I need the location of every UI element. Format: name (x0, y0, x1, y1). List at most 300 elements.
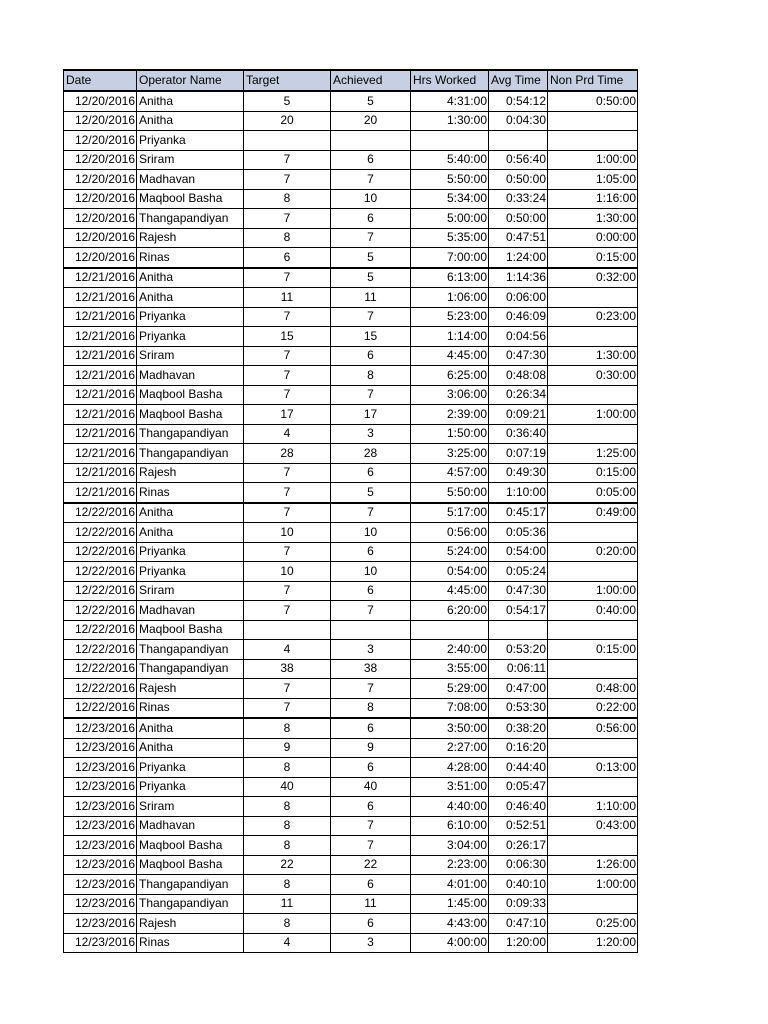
achieved-cell: 10 (331, 523, 411, 543)
date-cell: 12/20/2016 (64, 189, 137, 209)
table-body (64, 91, 638, 953)
achieved-cell: 6 (331, 346, 411, 366)
column-header-achieved: Achieved (331, 70, 411, 91)
achieved-cell: 6 (331, 875, 411, 895)
column-header-operator-name: Operator Name (137, 70, 244, 91)
achieved-cell (331, 131, 411, 151)
avg-time-cell: 0:04:56 (489, 327, 548, 347)
achieved-cell: 17 (331, 405, 411, 425)
date-cell: 12/22/2016 (64, 503, 137, 523)
operator-name-cell: Thangapandiyan (137, 659, 244, 679)
non-prd-time-cell: 0:20:00 (548, 542, 638, 562)
operator-name-cell: Madhavan (137, 601, 244, 621)
table-row (64, 111, 638, 131)
date-cell: 12/23/2016 (64, 836, 137, 856)
avg-time-cell: 0:45:17 (489, 503, 548, 523)
non-prd-time-cell: 0:50:00 (548, 91, 638, 111)
avg-time-cell: 0:47:30 (489, 581, 548, 601)
non-prd-time-cell: 0:15:00 (548, 463, 638, 483)
operator-name-cell: Thangapandiyan (137, 640, 244, 660)
operator-name-cell: Anitha (137, 268, 244, 288)
non-prd-time-cell: 1:00:00 (548, 875, 638, 895)
avg-time-cell: 0:04:30 (489, 111, 548, 131)
target-cell: 7 (244, 346, 331, 366)
avg-time-cell: 0:09:33 (489, 894, 548, 914)
date-cell: 12/22/2016 (64, 581, 137, 601)
avg-time-cell: 0:54:17 (489, 601, 548, 621)
achieved-cell: 6 (331, 718, 411, 738)
operator-name-cell: Maqbool Basha (137, 405, 244, 425)
achieved-cell: 7 (331, 228, 411, 248)
hrs-worked-cell: 4:31:00 (411, 91, 489, 111)
target-cell: 8 (244, 797, 331, 817)
date-cell: 12/23/2016 (64, 718, 137, 738)
hrs-worked-cell: 4:57:00 (411, 463, 489, 483)
avg-time-cell: 1:20:00 (489, 933, 548, 953)
hrs-worked-cell: 5:50:00 (411, 170, 489, 190)
achieved-cell: 7 (331, 679, 411, 699)
hrs-worked-cell (411, 131, 489, 151)
non-prd-time-cell (548, 620, 638, 640)
hrs-worked-cell: 5:24:00 (411, 542, 489, 562)
hrs-worked-cell: 1:45:00 (411, 894, 489, 914)
achieved-cell: 20 (331, 111, 411, 131)
table-row (64, 738, 638, 758)
column-header-avg-time: Avg Time (489, 70, 548, 91)
hrs-worked-cell (411, 620, 489, 640)
avg-time-cell: 0:54:12 (489, 91, 548, 111)
non-prd-time-cell (548, 327, 638, 347)
avg-time-cell: 0:40:10 (489, 875, 548, 895)
avg-time-cell: 0:16:20 (489, 738, 548, 758)
date-cell: 12/20/2016 (64, 228, 137, 248)
date-cell: 12/21/2016 (64, 307, 137, 327)
table-row (64, 170, 638, 190)
achieved-cell: 9 (331, 738, 411, 758)
target-cell: 7 (244, 209, 331, 229)
operator-name-cell: Anitha (137, 111, 244, 131)
avg-time-cell: 0:06:11 (489, 659, 548, 679)
avg-time-cell: 0:56:40 (489, 150, 548, 170)
operator-name-cell: Rajesh (137, 463, 244, 483)
hrs-worked-cell: 5:50:00 (411, 483, 489, 503)
operator-name-cell: Madhavan (137, 170, 244, 190)
target-cell: 17 (244, 405, 331, 425)
date-cell: 12/23/2016 (64, 855, 137, 875)
target-cell: 15 (244, 327, 331, 347)
hrs-worked-cell: 1:30:00 (411, 111, 489, 131)
operator-name-cell: Maqbool Basha (137, 620, 244, 640)
hrs-worked-cell: 2:40:00 (411, 640, 489, 660)
non-prd-time-cell (548, 288, 638, 308)
date-cell: 12/20/2016 (64, 91, 137, 111)
non-prd-time-cell: 1:26:00 (548, 855, 638, 875)
hrs-worked-cell: 6:10:00 (411, 816, 489, 836)
target-cell: 40 (244, 777, 331, 797)
target-cell: 38 (244, 659, 331, 679)
non-prd-time-cell (548, 659, 638, 679)
target-cell: 6 (244, 248, 331, 268)
achieved-cell: 5 (331, 268, 411, 288)
target-cell: 7 (244, 601, 331, 621)
table-row (64, 640, 638, 660)
achieved-cell: 3 (331, 424, 411, 444)
operator-name-cell: Priyanka (137, 327, 244, 347)
table-row (64, 659, 638, 679)
table-row (64, 816, 638, 836)
hrs-worked-cell: 4:01:00 (411, 875, 489, 895)
target-cell: 8 (244, 758, 331, 778)
date-cell: 12/22/2016 (64, 659, 137, 679)
operator-name-cell: Anitha (137, 288, 244, 308)
non-prd-time-cell (548, 894, 638, 914)
target-cell: 9 (244, 738, 331, 758)
achieved-cell: 10 (331, 562, 411, 582)
avg-time-cell: 0:52:51 (489, 816, 548, 836)
operator-name-cell: Thangapandiyan (137, 209, 244, 229)
non-prd-time-cell (548, 523, 638, 543)
avg-time-cell: 0:06:30 (489, 855, 548, 875)
avg-time-cell: 0:49:30 (489, 463, 548, 483)
target-cell: 8 (244, 875, 331, 895)
target-cell: 7 (244, 581, 331, 601)
achieved-cell: 6 (331, 914, 411, 934)
operator-name-cell: Sriram (137, 346, 244, 366)
date-cell: 12/21/2016 (64, 288, 137, 308)
target-cell (244, 620, 331, 640)
date-cell: 12/22/2016 (64, 562, 137, 582)
table-row (64, 385, 638, 405)
non-prd-time-cell: 0:56:00 (548, 718, 638, 738)
achieved-cell: 7 (331, 170, 411, 190)
avg-time-cell: 0:50:00 (489, 170, 548, 190)
target-cell: 7 (244, 679, 331, 699)
operator-name-cell: Madhavan (137, 816, 244, 836)
avg-time-cell: 0:06:00 (489, 288, 548, 308)
hrs-worked-cell: 6:25:00 (411, 366, 489, 386)
hrs-worked-cell: 4:43:00 (411, 914, 489, 934)
table-row (64, 189, 638, 209)
table-row (64, 679, 638, 699)
achieved-cell: 7 (331, 503, 411, 523)
date-cell: 12/23/2016 (64, 758, 137, 778)
achieved-cell: 8 (331, 698, 411, 718)
table-row (64, 542, 638, 562)
table-row (64, 228, 638, 248)
non-prd-time-cell (548, 738, 638, 758)
achieved-cell: 6 (331, 581, 411, 601)
achieved-cell: 38 (331, 659, 411, 679)
date-cell: 12/23/2016 (64, 816, 137, 836)
achieved-cell: 5 (331, 483, 411, 503)
non-prd-time-cell: 1:05:00 (548, 170, 638, 190)
date-cell: 12/22/2016 (64, 679, 137, 699)
date-cell: 12/20/2016 (64, 131, 137, 151)
achieved-cell: 22 (331, 855, 411, 875)
achieved-cell: 40 (331, 777, 411, 797)
hrs-worked-cell: 5:17:00 (411, 503, 489, 523)
operator-name-cell: Priyanka (137, 131, 244, 151)
achieved-cell: 6 (331, 758, 411, 778)
table-row (64, 718, 638, 738)
hrs-worked-cell: 2:39:00 (411, 405, 489, 425)
target-cell: 7 (244, 170, 331, 190)
table-row (64, 444, 638, 464)
hrs-worked-cell: 3:06:00 (411, 385, 489, 405)
operator-name-cell: Rinas (137, 248, 244, 268)
non-prd-time-cell: 0:40:00 (548, 601, 638, 621)
hrs-worked-cell: 5:23:00 (411, 307, 489, 327)
date-cell: 12/23/2016 (64, 914, 137, 934)
hrs-worked-cell: 3:25:00 (411, 444, 489, 464)
table-row (64, 620, 638, 640)
avg-time-cell: 0:53:30 (489, 698, 548, 718)
avg-time-cell: 0:26:34 (489, 385, 548, 405)
avg-time-cell: 1:24:00 (489, 248, 548, 268)
date-cell: 12/21/2016 (64, 366, 137, 386)
avg-time-cell (489, 131, 548, 151)
date-cell: 12/21/2016 (64, 327, 137, 347)
date-cell: 12/21/2016 (64, 385, 137, 405)
achieved-cell: 7 (331, 816, 411, 836)
non-prd-time-cell: 0:25:00 (548, 914, 638, 934)
avg-time-cell: 0:54:00 (489, 542, 548, 562)
non-prd-time-cell: 1:00:00 (548, 405, 638, 425)
hrs-worked-cell: 3:55:00 (411, 659, 489, 679)
operator-name-cell: Priyanka (137, 307, 244, 327)
date-cell: 12/20/2016 (64, 209, 137, 229)
table-row (64, 424, 638, 444)
achieved-cell (331, 620, 411, 640)
avg-time-cell: 0:50:00 (489, 209, 548, 229)
operator-name-cell: Rinas (137, 933, 244, 953)
non-prd-time-cell: 1:00:00 (548, 150, 638, 170)
non-prd-time-cell: 0:23:00 (548, 307, 638, 327)
achieved-cell: 7 (331, 836, 411, 856)
non-prd-time-cell: 0:43:00 (548, 816, 638, 836)
achieved-cell: 3 (331, 640, 411, 660)
table-row (64, 209, 638, 229)
achieved-cell: 15 (331, 327, 411, 347)
hrs-worked-cell: 5:34:00 (411, 189, 489, 209)
avg-time-cell: 0:46:09 (489, 307, 548, 327)
target-cell: 8 (244, 718, 331, 738)
hrs-worked-cell: 5:29:00 (411, 679, 489, 699)
date-cell: 12/20/2016 (64, 248, 137, 268)
date-cell: 12/21/2016 (64, 346, 137, 366)
non-prd-time-cell: 1:30:00 (548, 346, 638, 366)
date-cell: 12/22/2016 (64, 698, 137, 718)
hrs-worked-cell: 1:14:00 (411, 327, 489, 347)
table-row (64, 150, 638, 170)
hrs-worked-cell: 5:40:00 (411, 150, 489, 170)
hrs-worked-cell: 0:54:00 (411, 562, 489, 582)
non-prd-time-cell (548, 111, 638, 131)
target-cell: 8 (244, 189, 331, 209)
achieved-cell: 28 (331, 444, 411, 464)
avg-time-cell: 0:09:21 (489, 405, 548, 425)
date-cell: 12/21/2016 (64, 268, 137, 288)
avg-time-cell: 0:47:10 (489, 914, 548, 934)
date-cell: 12/23/2016 (64, 797, 137, 817)
non-prd-time-cell: 1:00:00 (548, 581, 638, 601)
hrs-worked-cell: 4:45:00 (411, 581, 489, 601)
hrs-worked-cell: 5:00:00 (411, 209, 489, 229)
non-prd-time-cell: 1:16:00 (548, 189, 638, 209)
header-row (64, 70, 638, 91)
date-cell: 12/21/2016 (64, 424, 137, 444)
non-prd-time-cell (548, 562, 638, 582)
table-row (64, 248, 638, 268)
achieved-cell: 8 (331, 366, 411, 386)
operator-name-cell: Anitha (137, 738, 244, 758)
achieved-cell: 10 (331, 189, 411, 209)
table-row (64, 777, 638, 797)
date-cell: 12/22/2016 (64, 523, 137, 543)
non-prd-time-cell: 0:49:00 (548, 503, 638, 523)
non-prd-time-cell (548, 777, 638, 797)
table-row (64, 523, 638, 543)
target-cell: 4 (244, 424, 331, 444)
non-prd-time-cell (548, 131, 638, 151)
achieved-cell: 7 (331, 385, 411, 405)
date-cell: 12/20/2016 (64, 150, 137, 170)
avg-time-cell: 0:05:47 (489, 777, 548, 797)
achieved-cell: 6 (331, 150, 411, 170)
hrs-worked-cell: 2:27:00 (411, 738, 489, 758)
operator-name-cell: Priyanka (137, 758, 244, 778)
avg-time-cell (489, 620, 548, 640)
operator-name-cell: Anitha (137, 718, 244, 738)
avg-time-cell: 0:36:40 (489, 424, 548, 444)
column-header-target: Target (244, 70, 331, 91)
operator-name-cell: Rinas (137, 698, 244, 718)
date-cell: 12/20/2016 (64, 111, 137, 131)
target-cell: 7 (244, 307, 331, 327)
non-prd-time-cell: 0:15:00 (548, 248, 638, 268)
table-row (64, 875, 638, 895)
target-cell: 7 (244, 150, 331, 170)
date-cell: 12/22/2016 (64, 542, 137, 562)
target-cell: 4 (244, 640, 331, 660)
achieved-cell: 6 (331, 463, 411, 483)
hrs-worked-cell: 2:23:00 (411, 855, 489, 875)
table-row (64, 503, 638, 523)
table-row (64, 581, 638, 601)
table-row (64, 836, 638, 856)
operator-name-cell: Anitha (137, 503, 244, 523)
date-cell: 12/23/2016 (64, 777, 137, 797)
hrs-worked-cell: 1:06:00 (411, 288, 489, 308)
table-row (64, 914, 638, 934)
target-cell: 7 (244, 385, 331, 405)
target-cell: 28 (244, 444, 331, 464)
avg-time-cell: 0:47:30 (489, 346, 548, 366)
operator-name-cell: Maqbool Basha (137, 836, 244, 856)
avg-time-cell: 1:10:00 (489, 483, 548, 503)
operator-production-table (63, 69, 638, 953)
achieved-cell: 6 (331, 797, 411, 817)
operator-name-cell: Maqbool Basha (137, 189, 244, 209)
table-row (64, 405, 638, 425)
date-cell: 12/23/2016 (64, 933, 137, 953)
hrs-worked-cell: 4:45:00 (411, 346, 489, 366)
operator-name-cell: Thangapandiyan (137, 424, 244, 444)
hrs-worked-cell: 0:56:00 (411, 523, 489, 543)
hrs-worked-cell: 7:08:00 (411, 698, 489, 718)
avg-time-cell: 0:38:20 (489, 718, 548, 738)
operator-name-cell: Rajesh (137, 914, 244, 934)
table-row (64, 562, 638, 582)
non-prd-time-cell: 0:30:00 (548, 366, 638, 386)
table-row (64, 288, 638, 308)
target-cell: 7 (244, 463, 331, 483)
target-cell: 7 (244, 366, 331, 386)
table-row (64, 797, 638, 817)
date-cell: 12/22/2016 (64, 640, 137, 660)
avg-time-cell: 0:53:20 (489, 640, 548, 660)
hrs-worked-cell: 6:20:00 (411, 601, 489, 621)
date-cell: 12/21/2016 (64, 483, 137, 503)
non-prd-time-cell: 1:20:00 (548, 933, 638, 953)
achieved-cell: 6 (331, 209, 411, 229)
date-cell: 12/22/2016 (64, 601, 137, 621)
operator-name-cell: Anitha (137, 523, 244, 543)
operator-name-cell: Maqbool Basha (137, 855, 244, 875)
hrs-worked-cell: 5:35:00 (411, 228, 489, 248)
target-cell: 11 (244, 894, 331, 914)
table-row (64, 483, 638, 503)
achieved-cell: 3 (331, 933, 411, 953)
hrs-worked-cell: 3:50:00 (411, 718, 489, 738)
hrs-worked-cell: 4:00:00 (411, 933, 489, 953)
target-cell: 11 (244, 288, 331, 308)
target-cell: 10 (244, 523, 331, 543)
table-row (64, 933, 638, 953)
date-cell: 12/21/2016 (64, 444, 137, 464)
operator-name-cell: Priyanka (137, 777, 244, 797)
column-header-date: Date (64, 70, 137, 91)
achieved-cell: 6 (331, 542, 411, 562)
hrs-worked-cell: 3:51:00 (411, 777, 489, 797)
table-row (64, 855, 638, 875)
achieved-cell: 11 (331, 894, 411, 914)
hrs-worked-cell: 4:40:00 (411, 797, 489, 817)
target-cell: 7 (244, 268, 331, 288)
target-cell (244, 131, 331, 151)
table-row (64, 758, 638, 778)
target-cell: 8 (244, 228, 331, 248)
column-header-non-prd-time: Non Prd Time (548, 70, 638, 91)
operator-name-cell: Madhavan (137, 366, 244, 386)
operator-name-cell: Priyanka (137, 562, 244, 582)
target-cell: 5 (244, 91, 331, 111)
date-cell: 12/22/2016 (64, 620, 137, 640)
date-cell: 12/21/2016 (64, 463, 137, 483)
operator-name-cell: Rinas (137, 483, 244, 503)
target-cell: 7 (244, 483, 331, 503)
target-cell: 4 (244, 933, 331, 953)
avg-time-cell: 0:26:17 (489, 836, 548, 856)
achieved-cell: 7 (331, 307, 411, 327)
date-cell: 12/23/2016 (64, 738, 137, 758)
target-cell: 8 (244, 914, 331, 934)
avg-time-cell: 0:05:36 (489, 523, 548, 543)
achieved-cell: 11 (331, 288, 411, 308)
target-cell: 7 (244, 542, 331, 562)
non-prd-time-cell: 0:13:00 (548, 758, 638, 778)
non-prd-time-cell: 0:15:00 (548, 640, 638, 660)
